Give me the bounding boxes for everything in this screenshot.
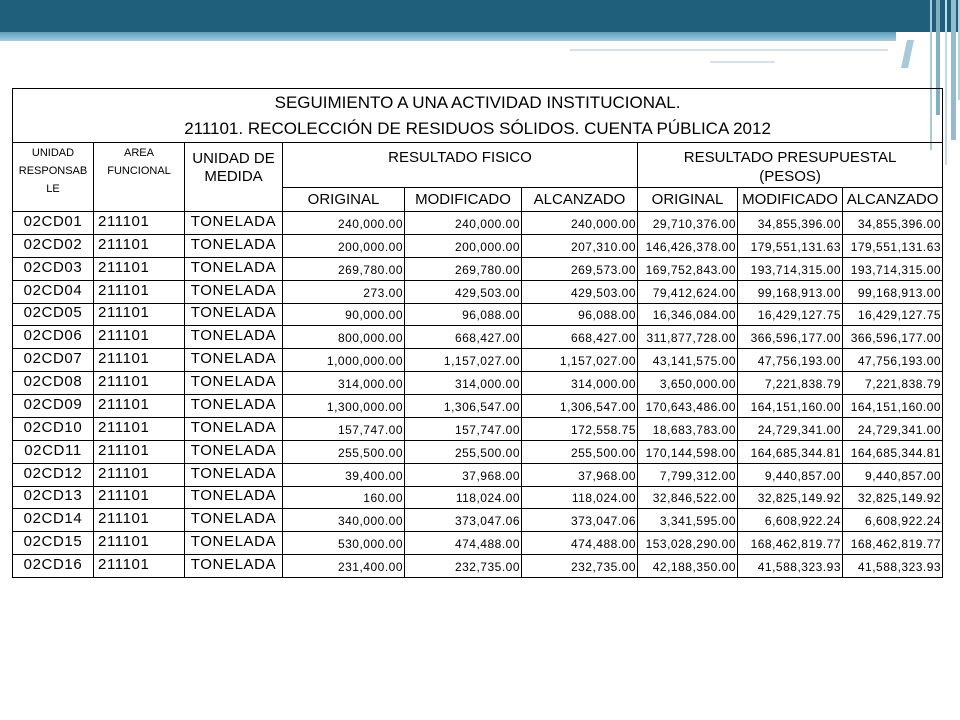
table-row xyxy=(13,303,943,326)
cell-fisico-modificado: 157,747.00 xyxy=(405,417,522,440)
table-row xyxy=(13,486,943,509)
cell-unidad-responsable: 02CD10 xyxy=(13,417,94,440)
cell-presupuestal-original: 311,877,728.00 xyxy=(638,326,738,349)
cell-unidad-medida: TONELADA xyxy=(185,257,283,280)
cell-presupuestal-alcanzado: 34,855,396.00 xyxy=(843,212,943,235)
cell-unidad-medida: TONELADA xyxy=(185,417,283,440)
cell-fisico-original: 1,300,000.00 xyxy=(283,395,405,418)
cell-presupuestal-alcanzado: 168,462,819.77 xyxy=(843,532,943,555)
top-banner xyxy=(0,0,960,32)
cell-presupuestal-original: 32,846,522.00 xyxy=(638,486,738,509)
table-row xyxy=(13,257,943,280)
cell-unidad-responsable: 02CD09 xyxy=(13,395,94,418)
cell-presupuestal-alcanzado: 24,729,341.00 xyxy=(843,417,943,440)
cell-presupuestal-modificado: 34,855,396.00 xyxy=(738,212,843,235)
cell-fisico-original: 340,000.00 xyxy=(283,509,405,532)
cell-presupuestal-modificado: 24,729,341.00 xyxy=(738,417,843,440)
cell-presupuestal-original: 153,028,290.00 xyxy=(638,532,738,555)
cell-presupuestal-modificado: 7,221,838.79 xyxy=(738,372,843,395)
cell-unidad-medida: TONELADA xyxy=(185,372,283,395)
cell-fisico-modificado: 255,500.00 xyxy=(405,440,522,463)
table-row xyxy=(13,532,943,555)
table-row xyxy=(13,463,943,486)
cell-fisico-original: 255,500.00 xyxy=(283,440,405,463)
header-presupuestal-alcanzado: ALCANZADO xyxy=(843,188,943,212)
header-line: UNIDAD DE xyxy=(192,150,275,167)
cell-fisico-alcanzado: 118,024.00 xyxy=(522,486,638,509)
cell-presupuestal-original: 42,188,350.00 xyxy=(638,555,738,578)
cell-fisico-original: 160.00 xyxy=(283,486,405,509)
header-resultado-fisico: RESULTADO FISICO xyxy=(283,143,638,188)
cell-unidad-medida: TONELADA xyxy=(185,532,283,555)
decorative-line xyxy=(570,49,888,51)
cell-unidad-responsable: 02CD11 xyxy=(13,440,94,463)
cell-presupuestal-modificado: 164,151,160.00 xyxy=(738,395,843,418)
cell-area-funcional: 211101 xyxy=(94,280,185,303)
table-row xyxy=(13,326,943,349)
cell-fisico-alcanzado: 668,427.00 xyxy=(522,326,638,349)
cell-presupuestal-original: 170,144,598.00 xyxy=(638,440,738,463)
cell-area-funcional: 211101 xyxy=(94,303,185,326)
cell-unidad-medida: TONELADA xyxy=(185,303,283,326)
cell-unidad-medida: TONELADA xyxy=(185,234,283,257)
cell-fisico-original: 231,400.00 xyxy=(283,555,405,578)
cell-unidad-responsable: 02CD07 xyxy=(13,349,94,372)
cell-fisico-original: 200,000.00 xyxy=(283,234,405,257)
decorative-line xyxy=(710,61,775,63)
header-line: (PESOS) xyxy=(759,168,821,185)
cell-presupuestal-original: 18,683,783.00 xyxy=(638,417,738,440)
top-banner-light-band xyxy=(0,32,896,41)
cell-presupuestal-alcanzado: 9,440,857.00 xyxy=(843,463,943,486)
table-row xyxy=(13,417,943,440)
cell-presupuestal-modificado: 99,168,913.00 xyxy=(738,280,843,303)
cell-fisico-alcanzado: 1,157,027.00 xyxy=(522,349,638,372)
cell-fisico-original: 90,000.00 xyxy=(283,303,405,326)
cell-fisico-original: 240,000.00 xyxy=(283,212,405,235)
cell-fisico-original: 530,000.00 xyxy=(283,532,405,555)
header-line: RESULTADO PRESUPUESTAL xyxy=(683,149,897,166)
cell-fisico-alcanzado: 96,088.00 xyxy=(522,303,638,326)
header-presupuestal-modificado: MODIFICADO xyxy=(738,188,843,212)
cell-unidad-medida: TONELADA xyxy=(185,280,283,303)
cell-fisico-modificado: 429,503.00 xyxy=(405,280,522,303)
cell-unidad-responsable: 02CD06 xyxy=(13,326,94,349)
cell-area-funcional: 211101 xyxy=(94,257,185,280)
header-area-funcional xyxy=(94,143,185,212)
cell-unidad-medida: TONELADA xyxy=(185,326,283,349)
header-unidad-medida xyxy=(185,143,283,212)
table-title xyxy=(13,89,943,143)
header-line: FUNCIONAL xyxy=(107,165,171,177)
cell-area-funcional: 211101 xyxy=(94,509,185,532)
cell-fisico-original: 1,000,000.00 xyxy=(283,349,405,372)
cell-fisico-original: 39,400.00 xyxy=(283,463,405,486)
cell-area-funcional: 211101 xyxy=(94,486,185,509)
header-fisico-original: ORIGINAL xyxy=(283,188,405,212)
cell-unidad-responsable: 02CD14 xyxy=(13,509,94,532)
table-row xyxy=(13,509,943,532)
cell-fisico-original: 157,747.00 xyxy=(283,417,405,440)
title-line-1: SEGUIMIENTO A UNA ACTIVIDAD INSTITUCIONAL. xyxy=(274,92,681,112)
header-row-1 xyxy=(13,143,943,188)
cell-unidad-responsable: 02CD01 xyxy=(13,212,94,235)
cell-presupuestal-original: 43,141,575.00 xyxy=(638,349,738,372)
cell-presupuestal-modificado: 32,825,149.92 xyxy=(738,486,843,509)
cell-fisico-modificado: 1,306,547.00 xyxy=(405,395,522,418)
cell-unidad-medida: TONELADA xyxy=(185,395,283,418)
cell-unidad-medida: TONELADA xyxy=(185,486,283,509)
cell-fisico-modificado: 232,735.00 xyxy=(405,555,522,578)
cell-presupuestal-original: 3,341,595.00 xyxy=(638,509,738,532)
cell-area-funcional: 211101 xyxy=(94,212,185,235)
table-row xyxy=(13,212,943,235)
table-row xyxy=(13,555,943,578)
cell-area-funcional: 211101 xyxy=(94,440,185,463)
cell-presupuestal-alcanzado: 164,151,160.00 xyxy=(843,395,943,418)
cell-fisico-modificado: 269,780.00 xyxy=(405,257,522,280)
cell-fisico-modificado: 1,157,027.00 xyxy=(405,349,522,372)
cell-unidad-medida: TONELADA xyxy=(185,509,283,532)
title-line-2: 211101. RECOLECCIÓN DE RESIDUOS SÓLIDOS. CUENTA PÚBLICA 2012 xyxy=(184,118,771,138)
header-fisico-modificado: MODIFICADO xyxy=(405,188,522,212)
cell-fisico-original: 314,000.00 xyxy=(283,372,405,395)
cell-fisico-alcanzado: 232,735.00 xyxy=(522,555,638,578)
cell-fisico-modificado: 314,000.00 xyxy=(405,372,522,395)
cell-unidad-responsable: 02CD12 xyxy=(13,463,94,486)
cell-unidad-responsable: 02CD16 xyxy=(13,555,94,578)
cell-fisico-original: 269,780.00 xyxy=(283,257,405,280)
cell-fisico-modificado: 37,968.00 xyxy=(405,463,522,486)
header-unidad-responsable xyxy=(13,143,94,212)
cell-presupuestal-modificado: 366,596,177.00 xyxy=(738,326,843,349)
cell-presupuestal-modificado: 179,551,131.63 xyxy=(738,234,843,257)
cell-presupuestal-original: 146,426,378.00 xyxy=(638,234,738,257)
cell-area-funcional: 211101 xyxy=(94,372,185,395)
cell-unidad-medida: TONELADA xyxy=(185,463,283,486)
cell-presupuestal-alcanzado: 7,221,838.79 xyxy=(843,372,943,395)
cell-presupuestal-modificado: 41,588,323.93 xyxy=(738,555,843,578)
cell-unidad-responsable: 02CD03 xyxy=(13,257,94,280)
cell-unidad-responsable: 02CD02 xyxy=(13,234,94,257)
cell-area-funcional: 211101 xyxy=(94,234,185,257)
cell-fisico-modificado: 96,088.00 xyxy=(405,303,522,326)
header-fisico-alcanzado: ALCANZADO xyxy=(522,188,638,212)
table-row xyxy=(13,280,943,303)
cell-area-funcional: 211101 xyxy=(94,395,185,418)
cell-fisico-modificado: 474,488.00 xyxy=(405,532,522,555)
cell-presupuestal-alcanzado: 366,596,177.00 xyxy=(843,326,943,349)
cell-unidad-medida: TONELADA xyxy=(185,349,283,372)
cell-unidad-responsable: 02CD13 xyxy=(13,486,94,509)
cell-fisico-original: 800,000.00 xyxy=(283,326,405,349)
decorative-stripe xyxy=(945,0,947,165)
cell-area-funcional: 211101 xyxy=(94,463,185,486)
cell-unidad-responsable: 02CD04 xyxy=(13,280,94,303)
header-line: LE xyxy=(46,183,60,195)
header-presupuestal-original: ORIGINAL xyxy=(638,188,738,212)
cell-presupuestal-alcanzado: 47,756,193.00 xyxy=(843,349,943,372)
cell-presupuestal-original: 16,346,084.00 xyxy=(638,303,738,326)
cell-fisico-alcanzado: 429,503.00 xyxy=(522,280,638,303)
cell-fisico-modificado: 200,000.00 xyxy=(405,234,522,257)
table-row xyxy=(13,395,943,418)
cell-presupuestal-alcanzado: 32,825,149.92 xyxy=(843,486,943,509)
cell-presupuestal-modificado: 9,440,857.00 xyxy=(738,463,843,486)
cell-fisico-modificado: 118,024.00 xyxy=(405,486,522,509)
cell-unidad-responsable: 02CD08 xyxy=(13,372,94,395)
cell-area-funcional: 211101 xyxy=(94,417,185,440)
cell-fisico-alcanzado: 207,310.00 xyxy=(522,234,638,257)
cell-presupuestal-alcanzado: 6,608,922.24 xyxy=(843,509,943,532)
cell-presupuestal-modificado: 168,462,819.77 xyxy=(738,532,843,555)
cell-fisico-alcanzado: 37,968.00 xyxy=(522,463,638,486)
cell-presupuestal-original: 29,710,376.00 xyxy=(638,212,738,235)
cell-presupuestal-alcanzado: 179,551,131.63 xyxy=(843,234,943,257)
header-resultado-presupuestal xyxy=(638,143,943,188)
cell-presupuestal-original: 3,650,000.00 xyxy=(638,372,738,395)
cell-presupuestal-modificado: 193,714,315.00 xyxy=(738,257,843,280)
results-table xyxy=(12,88,943,578)
cell-presupuestal-alcanzado: 193,714,315.00 xyxy=(843,257,943,280)
cell-fisico-alcanzado: 1,306,547.00 xyxy=(522,395,638,418)
header-line: RESPONSAB xyxy=(18,165,88,177)
cell-fisico-alcanzado: 240,000.00 xyxy=(522,212,638,235)
header-line: AREA xyxy=(124,147,154,159)
cell-fisico-alcanzado: 373,047.06 xyxy=(522,509,638,532)
cell-presupuestal-alcanzado: 41,588,323.93 xyxy=(843,555,943,578)
cell-fisico-modificado: 240,000.00 xyxy=(405,212,522,235)
cell-fisico-alcanzado: 255,500.00 xyxy=(522,440,638,463)
decorative-tab xyxy=(901,40,914,68)
cell-area-funcional: 211101 xyxy=(94,555,185,578)
cell-fisico-alcanzado: 269,573.00 xyxy=(522,257,638,280)
cell-presupuestal-modificado: 6,608,922.24 xyxy=(738,509,843,532)
table-row xyxy=(13,372,943,395)
table-body xyxy=(13,89,943,578)
cell-fisico-modificado: 373,047.06 xyxy=(405,509,522,532)
cell-presupuestal-original: 169,752,843.00 xyxy=(638,257,738,280)
cell-fisico-modificado: 668,427.00 xyxy=(405,326,522,349)
cell-presupuestal-original: 7,799,312.00 xyxy=(638,463,738,486)
cell-fisico-alcanzado: 314,000.00 xyxy=(522,372,638,395)
cell-presupuestal-modificado: 47,756,193.00 xyxy=(738,349,843,372)
cell-unidad-responsable: 02CD15 xyxy=(13,532,94,555)
cell-presupuestal-alcanzado: 164,685,344.81 xyxy=(843,440,943,463)
cell-area-funcional: 211101 xyxy=(94,532,185,555)
cell-unidad-medida: TONELADA xyxy=(185,555,283,578)
cell-presupuestal-modificado: 16,429,127.75 xyxy=(738,303,843,326)
cell-fisico-alcanzado: 172,558.75 xyxy=(522,417,638,440)
cell-presupuestal-original: 79,412,624.00 xyxy=(638,280,738,303)
cell-area-funcional: 211101 xyxy=(94,349,185,372)
decorative-stripe xyxy=(951,0,956,140)
cell-area-funcional: 211101 xyxy=(94,326,185,349)
cell-unidad-medida: TONELADA xyxy=(185,440,283,463)
cell-unidad-responsable: 02CD05 xyxy=(13,303,94,326)
cell-presupuestal-modificado: 164,685,344.81 xyxy=(738,440,843,463)
title-row xyxy=(13,89,943,143)
cell-unidad-medida: TONELADA xyxy=(185,212,283,235)
table-row xyxy=(13,349,943,372)
table-row xyxy=(13,234,943,257)
table-row xyxy=(13,440,943,463)
header-line: MEDIDA xyxy=(204,168,263,185)
cell-presupuestal-alcanzado: 99,168,913.00 xyxy=(843,280,943,303)
cell-presupuestal-original: 170,643,486.00 xyxy=(638,395,738,418)
cell-fisico-original: 273.00 xyxy=(283,280,405,303)
header-line: UNIDAD xyxy=(31,147,75,159)
cell-fisico-alcanzado: 474,488.00 xyxy=(522,532,638,555)
cell-presupuestal-alcanzado: 16,429,127.75 xyxy=(843,303,943,326)
